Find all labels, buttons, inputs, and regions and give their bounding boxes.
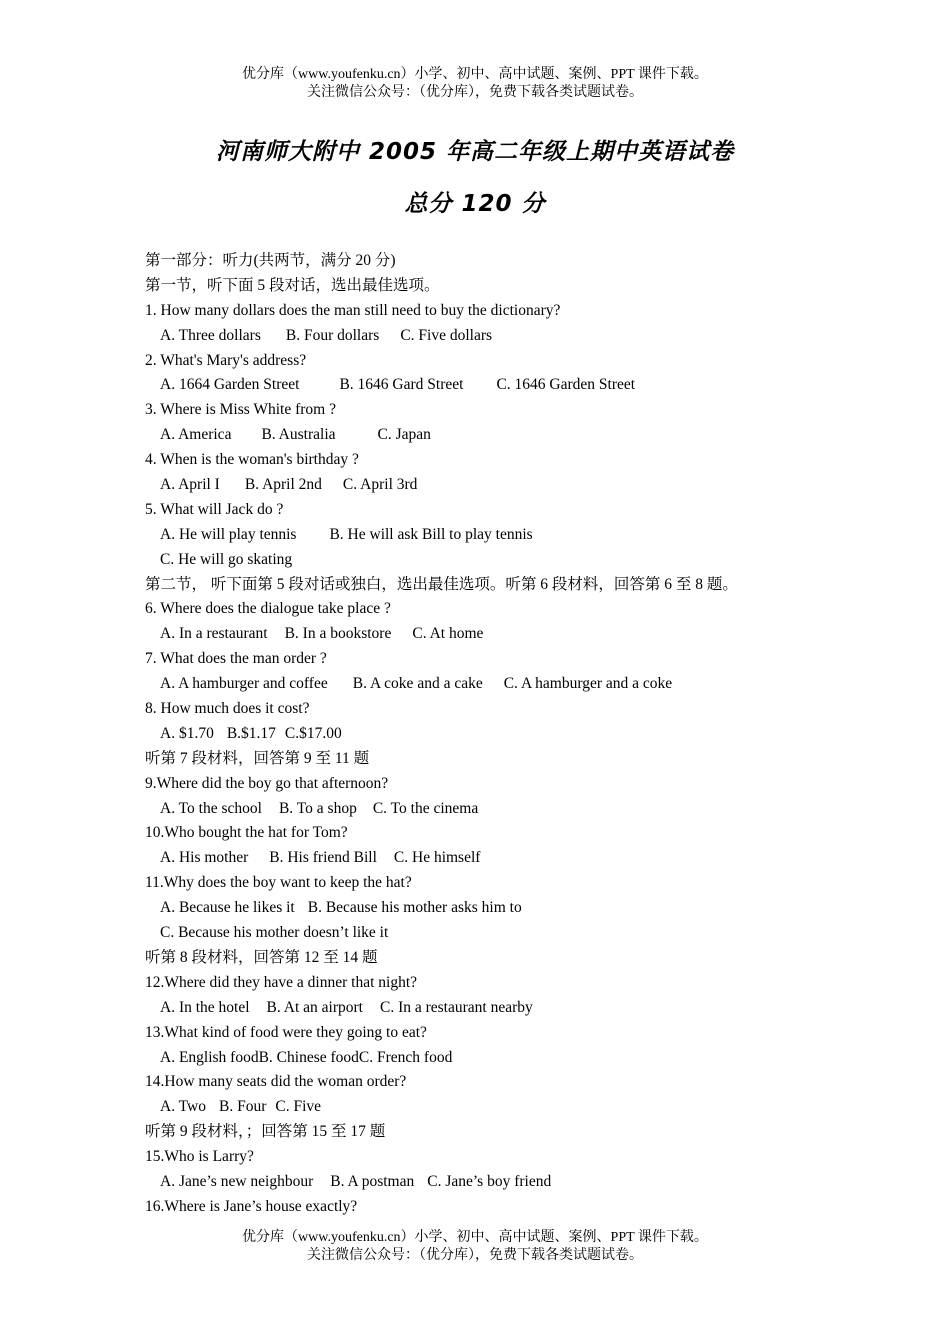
answer-option: A. In a restaurant — [160, 625, 268, 643]
answer-option: A. To the school — [160, 799, 262, 817]
answer-options — [145, 797, 845, 822]
question-text: 12.Where did they have a dinner that night? — [145, 973, 418, 991]
answer-options — [145, 921, 845, 946]
answer-options — [145, 722, 845, 747]
answer-option: B. Four — [219, 1098, 267, 1116]
section-instruction: 第二节， 听下面第 5 段对话或独白，选出最佳选项。听第 6 段材料，回答第 6 至 8 题。 — [145, 575, 738, 593]
answer-option: B. He will ask Bill to play tennis — [329, 525, 533, 543]
answer-option: C. A hamburger and a coke — [503, 675, 673, 693]
question-text: 1. How many dollars does the man still need to buy the dictionary? — [145, 301, 561, 319]
question-text: 10.Who bought the hat for Tom? — [145, 824, 348, 842]
answer-option: B. In a bookstore — [284, 625, 392, 643]
answer-option: C.$17.00 — [284, 724, 342, 742]
answer-option: C. To the cinema — [372, 799, 479, 817]
answer-option: B. A postman — [330, 1172, 415, 1190]
answer-option: A. He will play tennis — [160, 525, 297, 543]
answer-option: C. French food — [358, 1048, 453, 1066]
question-text: 4. When is the woman's birthday ? — [145, 451, 359, 469]
answer-options — [145, 672, 845, 697]
answer-option: C. April 3rd — [342, 476, 418, 494]
answer-option: B. His friend Bill — [269, 849, 377, 867]
answer-options — [145, 423, 845, 448]
answer-option: A. Jane’s new neighbour — [160, 1172, 314, 1190]
question-text: 3. Where is Miss White from ? — [145, 401, 336, 419]
answer-options — [145, 622, 845, 647]
answer-option: C. Because his mother doesn’t like it — [160, 924, 389, 942]
header-line-1: 优分库（www.youfenku.cn）小学、初中、高中试题、案例、PPT 课件下载。 — [242, 67, 708, 82]
answer-options — [145, 373, 845, 398]
exam-title: 河南师大附中 2005 年高二年级上期中英语试卷 — [215, 139, 735, 165]
answer-option: B. Four dollars — [285, 326, 380, 344]
answer-option: C. Five dollars — [400, 326, 493, 344]
page-header — [0, 66, 950, 102]
answer-options — [145, 523, 845, 548]
answer-options — [145, 996, 845, 1021]
answer-option: C. Jane’s boy friend — [427, 1172, 552, 1190]
question-text: 14.How many seats did the woman order? — [145, 1073, 407, 1091]
answer-option: B.$1.17 — [226, 724, 276, 742]
question-text: 16.Where is Jane’s house exactly? — [145, 1197, 358, 1215]
question-text: 8. How much does it cost? — [145, 700, 310, 718]
answer-options — [145, 846, 845, 871]
answer-option: A. $1.70 — [160, 724, 214, 742]
question-text: 9.Where did the boy go that afternoon? — [145, 774, 389, 792]
answer-option: A. Three dollars — [160, 326, 261, 344]
section-instruction: 第一节，听下面 5 段对话，选出最佳选项。 — [145, 276, 440, 294]
section-instruction: 第一部分：听力(共两节，满分 20 分) — [145, 252, 396, 269]
answer-options — [145, 473, 845, 498]
question-text: 15.Who is Larry? — [145, 1148, 254, 1166]
answer-option: C. At home — [412, 625, 484, 643]
answer-option: A. In the hotel — [160, 998, 250, 1016]
header-line-2: 关注微信公众号：（优分库），免费下载各类试题试卷。 — [307, 85, 643, 100]
answer-options — [145, 324, 845, 349]
section-instruction: 听第 7 段材料，回答第 9 至 11 题 — [145, 749, 370, 767]
exam-content — [145, 249, 845, 1220]
footer-line-2: 关注微信公众号：（优分库），免费下载各类试题试卷。 — [307, 1248, 643, 1263]
answer-option: A. America — [160, 426, 232, 444]
answer-option: C. 1646 Garden Street — [496, 376, 636, 394]
answer-option: B. Australia — [261, 426, 336, 444]
footer-line-1: 优分库（www.youfenku.cn）小学、初中、高中试题、案例、PPT 课件下载。 — [242, 1230, 708, 1245]
section-instruction: 听第 9 段材料，；回答第 15 至 17 题 — [145, 1123, 386, 1141]
answer-option: C. He himself — [393, 849, 481, 867]
answer-option: A. His mother — [160, 849, 249, 867]
answer-options — [145, 1046, 845, 1071]
answer-option: B. 1646 Gard Street — [339, 376, 464, 394]
question-text: 7. What does the man order ? — [145, 650, 327, 668]
answer-option: A. English food — [160, 1048, 259, 1066]
answer-option: C. In a restaurant nearby — [379, 998, 533, 1016]
question-text: 13.What kind of food were they going to eat? — [145, 1023, 427, 1041]
answer-option: A. Two — [160, 1098, 206, 1116]
question-text: 6. Where does the dialogue take place ? — [145, 600, 391, 618]
answer-option: C. He will go skating — [160, 550, 293, 568]
answer-options — [145, 1095, 845, 1120]
answer-options — [145, 548, 845, 573]
answer-option: C. Five — [275, 1098, 322, 1116]
answer-option: B. A coke and a cake — [352, 675, 483, 693]
question-text: 5. What will Jack do ? — [145, 500, 284, 518]
answer-option: A. April I — [160, 476, 220, 494]
answer-option: A. 1664 Garden Street — [160, 376, 300, 394]
answer-option: B. To a shop — [278, 799, 357, 817]
answer-option: B. Because his mother asks him to — [307, 899, 522, 917]
answer-option: B. Chinese food — [258, 1048, 359, 1066]
question-text: 2. What's Mary's address? — [145, 351, 307, 369]
answer-option: B. At an airport — [266, 998, 363, 1016]
answer-option: A. Because he likes it — [160, 899, 295, 917]
question-text: 11.Why does the boy want to keep the hat? — [145, 874, 412, 892]
section-instruction: 听第 8 段材料，回答第 12 至 14 题 — [145, 948, 378, 966]
answer-option: A. A hamburger and coffee — [160, 675, 328, 693]
answer-option: B. April 2nd — [244, 476, 322, 494]
exam-total-score: 总分 120 分 — [404, 191, 546, 217]
page-footer — [0, 1229, 950, 1265]
answer-options — [145, 1170, 845, 1195]
answer-option: C. Japan — [377, 426, 431, 444]
answer-options — [145, 896, 845, 921]
